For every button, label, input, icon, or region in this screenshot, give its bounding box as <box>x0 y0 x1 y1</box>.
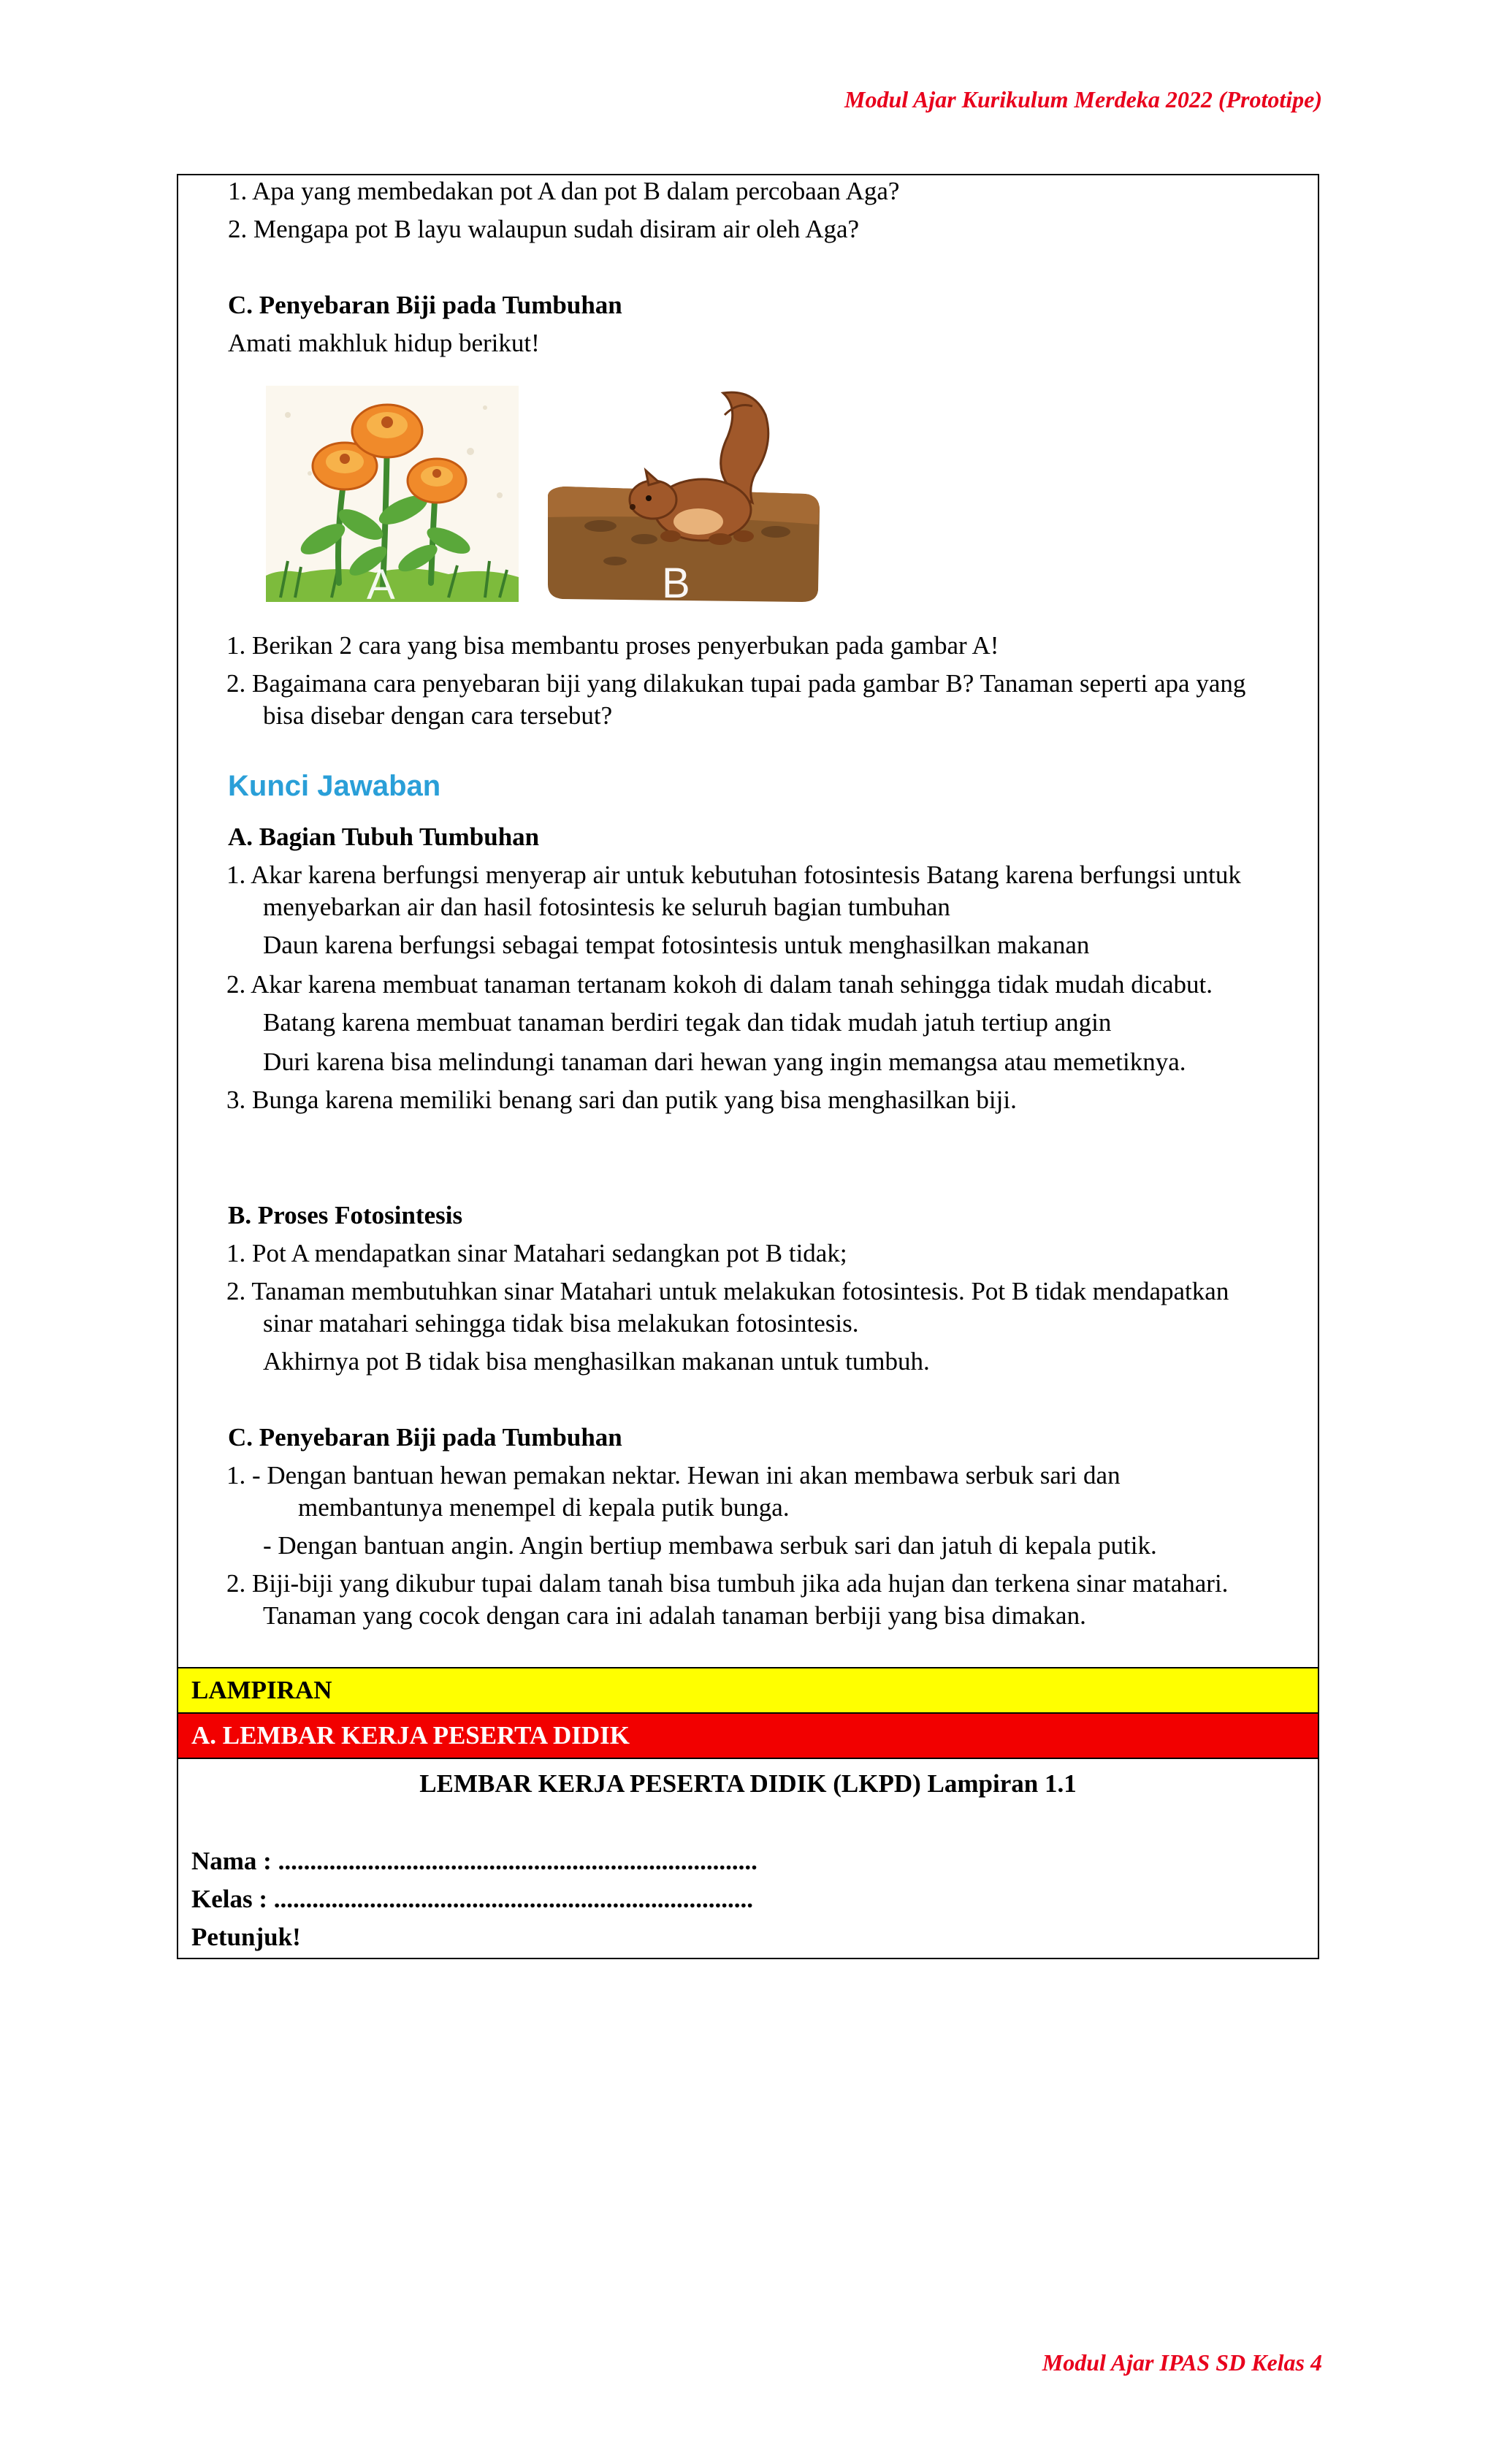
figure-b-label: B <box>662 560 690 605</box>
answer-c-line1: 1. - Dengan bantuan hewan pemakan nektar. Hewan ini akan membawa serbuk sari dan <box>226 1461 1121 1490</box>
answer-key-title: Kunci Jawaban <box>228 770 441 802</box>
answer-a-line7: 3. Bunga karena memiliki benang sari dan putik yang bisa menghasilkan biji. <box>226 1086 1017 1114</box>
answer-b-line2: 2. Tanaman membutuhkan sinar Matahari untuk melakukan fotosintesis. Pot B tidak mendapatkan <box>226 1277 1229 1305</box>
section-c-q2-line1: 2. Bagaimana cara penyebaran biji yang dilakukan tupai pada gambar B? Tanaman seperti apa yang <box>226 669 1246 698</box>
answer-a-line4: 2. Akar karena membuat tanaman tertanam kokoh di dalam tanah sehingga tidak mudah dicabut. <box>226 970 1213 999</box>
question-2: 2. Mengapa pot B layu walaupun sudah disiram air oleh Aga? <box>228 215 860 243</box>
section-c-q2-line2: bisa disebar dengan cara tersebut? <box>263 701 613 730</box>
answer-c-line5: Tanaman yang cocok dengan cara ini adalah tanaman berbiji yang bisa dimakan. <box>263 1601 1086 1630</box>
lkpd-section-bar: A. LEMBAR KERJA PESERTA DIDIK <box>177 1712 1319 1759</box>
answer-c-line3: - Dengan bantuan angin. Angin bertiup membawa serbuk sari dan jatuh di kepala putik. <box>263 1531 1157 1560</box>
answer-c-title: C. Penyebaran Biji pada Tumbuhan <box>228 1423 622 1452</box>
section-c-intro: Amati makhluk hidup berikut! <box>228 329 540 357</box>
question-1: 1. Apa yang membedakan pot A dan pot B dalam percobaan Aga? <box>228 177 900 205</box>
answer-a-title: A. Bagian Tubuh Tumbuhan <box>228 823 540 851</box>
answer-b-line3: sinar matahari sehingga tidak bisa melakukan fotosintesis. <box>263 1309 859 1338</box>
answer-a-line1: 1. Akar karena berfungsi menyerap air untuk kebutuhan fotosintesis Batang karena berfungsi untuk <box>226 861 1241 889</box>
answer-a-line3: Daun karena berfungsi sebagai tempat fotosintesis untuk menghasilkan makanan <box>263 931 1090 959</box>
petunjuk-label: Petunjuk! <box>191 1923 301 1951</box>
lkpd-title: LEMBAR KERJA PESERTA DIDIK (LKPD) Lampiran 1.1 <box>419 1769 1077 1798</box>
page-footer: Modul Ajar IPAS SD Kelas 4 <box>1042 2349 1322 2376</box>
answer-b-line4: Akhirnya pot B tidak bisa menghasilkan makanan untuk tumbuh. <box>263 1347 930 1376</box>
section-c-title: C. Penyebaran Biji pada Tumbuhan <box>228 291 622 319</box>
section-c-q1: 1. Berikan 2 cara yang bisa membantu proses penyerbukan pada gambar A! <box>226 631 999 660</box>
page-header: Modul Ajar Kurikulum Merdeka 2022 (Prototipe) <box>844 86 1322 112</box>
answer-a-line6: Duri karena bisa melindungi tanaman dari hewan yang ingin memangsa atau memetiknya. <box>263 1048 1186 1076</box>
flower-illustration <box>266 386 519 602</box>
answer-a-line2: menyebarkan air dan hasil fotosintesis ke seluruh bagian tumbuhan <box>263 893 950 921</box>
answer-c-line2: membantunya menempel di kepala putik bunga. <box>298 1493 790 1522</box>
figure-a-label: A <box>367 561 395 602</box>
answer-a-line5: Batang karena membuat tanaman berdiri tegak dan tidak mudah jatuh tertiup angin <box>263 1008 1112 1037</box>
lampiran-bar: LAMPIRAN <box>177 1667 1319 1714</box>
nama-field: Nama : ........................................................................... <box>191 1847 757 1875</box>
answer-b-title: B. Proses Fotosintesis <box>228 1201 463 1229</box>
answer-c-line4: 2. Biji-biji yang dikubur tupai dalam tanah bisa tumbuh jika ada hujan dan terkena sinar matahari. <box>226 1569 1229 1598</box>
squirrel-illustration <box>542 386 823 605</box>
answer-b-line1: 1. Pot A mendapatkan sinar Matahari sedangkan pot B tidak; <box>226 1239 847 1267</box>
kelas-field: Kelas : ........................................................................... <box>191 1885 754 1913</box>
